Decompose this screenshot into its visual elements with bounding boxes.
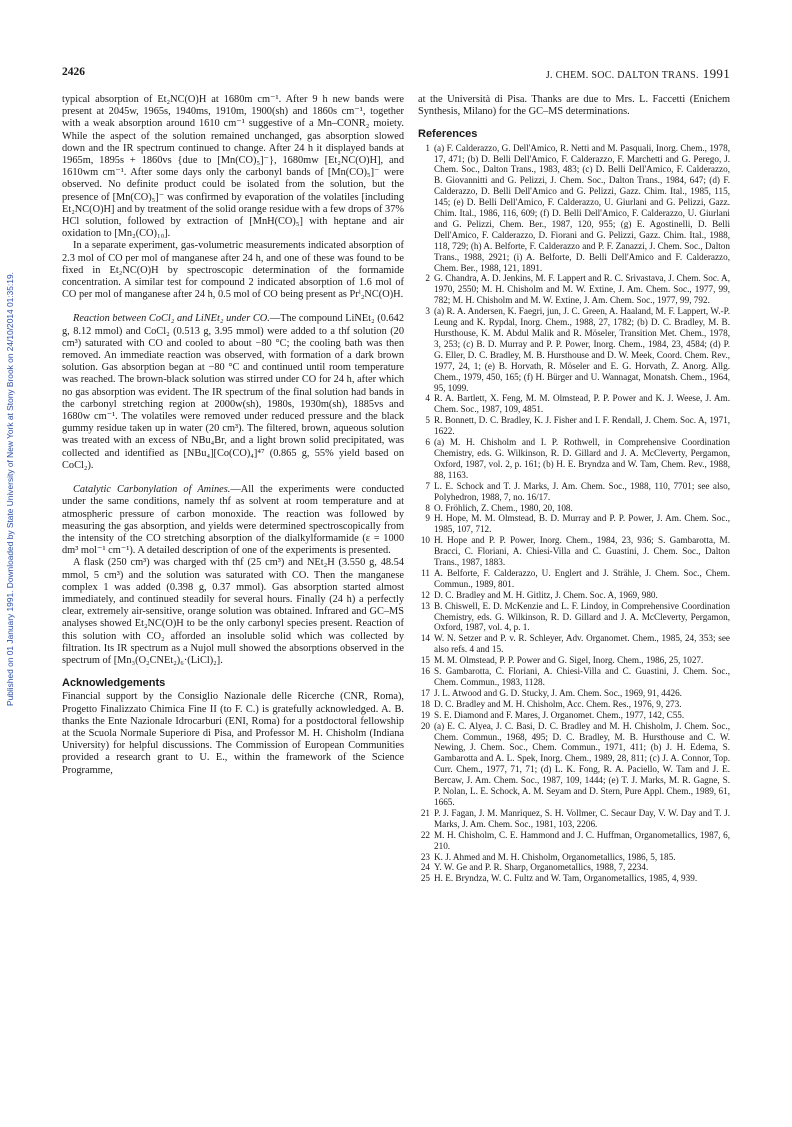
page-number: 2426 (62, 66, 85, 78)
reference-item (418, 655, 730, 666)
paragraph (62, 484, 404, 557)
reference-item (418, 503, 730, 514)
reference-number: 20 (420, 720, 430, 731)
right-column (418, 94, 730, 884)
reference-list (418, 143, 730, 885)
reference-item (418, 513, 730, 535)
reference-number: 18 (420, 698, 430, 709)
paragraph-body: —The compound LiNEt₂ (0.642 g, 8.12 mmol) and CoCl₂ (0.513 g, 3.95 mmol) were added to a thf solution (20 cm³) saturated with CO and cooled to about −80 °C; the cooling bath was then removed. An immediate reaction was observed, with formation of a dark brown solution. Gas absorption began at −80 °C and continued until room temperature was reached. The brown-black solution was stirred under CO for 24 h, after which no gas absorption was evident. The IR spectrum of the final solution had bands in the carbonyl stretching region at 2000w(sh), 1980s, 1930m(sh), 1885vs and 1680w cm⁻¹. The volatiles were removed under reduced pressure and the black gummy residue taken up in water (20 cm³). The filtered, brown, aqueous solution was treated with an excess of NBu₄Br, and a light brown solid precipitated, was collected and identified as [NBu₄][Co(CO)₄]⁴⁷ (0.865 g, 55% yield based on CoCl₂). (62, 313, 405, 471)
reference-number: 21 (420, 807, 430, 818)
reference-text: (a) M. H. Chisholm and I. P. Rothwell, in Comprehensive Coordination Chemistry, eds. G. Wilkinson, R. D. Gillard and J. A. McCleverty, Pergamon, Oxford, 1987, vol. 2, p. 161; (b) H. E. Bryndza and W. Tam, Chem. Rev., 1988, 88, 1163. (434, 437, 730, 480)
reference-text: Y. W. Ge and P. R. Sharp, Organometallics, 1988, 7, 2234. (434, 862, 649, 873)
reference-item (418, 699, 730, 710)
reference-item (418, 808, 730, 830)
page-header (62, 66, 730, 82)
paragraph (62, 313, 404, 472)
reference-number: 12 (420, 589, 430, 600)
reference-item (418, 143, 730, 274)
reference-number: 6 (425, 437, 430, 448)
reference-number: 3 (425, 306, 430, 317)
reference-item (418, 862, 730, 873)
reference-item (418, 437, 730, 481)
reference-text: L. E. Schock and T. J. Marks, J. Am. Chem. Soc., 1988, 110, 7701; see also, Polyhedron, 1988, 7, no. 16/17. (434, 480, 730, 502)
reference-text: B. Chiswell, E. D. McKenzie and L. F. Lindoy, in Comprehensive Coordination Chemistry, eds. G. Wilkinson, R. D. Gillard and J. A. McCleverty, Pergamon, Oxford, 1987, vol. 4, p. 1. (434, 600, 730, 633)
reference-item (418, 568, 730, 590)
reference-text: R. A. Bartlett, X. Feng, M. M. Olmstead, P. P. Power and K. J. Weese, J. Am. Chem. Soc., 1987, 109, 4851. (434, 393, 730, 415)
reference-item (418, 601, 730, 634)
reference-number: 16 (420, 666, 430, 677)
acknowledgements-continued: at the Università di Pisa. Thanks are due to Mrs. L. Faccetti (Enichem Synthesis, Milano) for the GC–MS determinations. (418, 94, 730, 118)
paragraph-body: —All the experiments were conducted under the same conditions, namely thf as solvent at room temperature and at atmospheric pressure of carbon monoxide. The reaction was followed by measuring the gas absorption, and yields were determined spectroscopically from the intensity of the CO stretching absorption of the dialkylformamide (ε = 1000 dm³ mol⁻¹ cm⁻¹). A detailed description of one of the experiments is presented. (62, 484, 405, 557)
reference-item (418, 633, 730, 655)
acknowledgements-heading: Acknowledgements (62, 677, 166, 690)
reference-number: 13 (420, 600, 430, 611)
reference-number: 10 (420, 535, 430, 546)
reference-item (418, 590, 730, 601)
reference-text: (a) E. C. Alyea, J. C. Basi, D. C. Bradley and M. H. Chisholm, J. Chem. Soc., Chem. Commun., 1968, 495; D. C. Bradley, M. B. Hursthouse and C. W. Newing, J. Chem. Soc., Chem. Commun., 1971, 411; (b) J. H. Edema, S. Gambarotta and A. L. Spek, Inorg. Chem., 1989, 28, 811; (c) J. A. Connor, Top. Curr. Chem., 1977, 71, 71; (d) L. K. Fong, R. A. Paciello, W. Tam and J. E. Bercaw, J. Am. Chem. Soc., 1987, 109, 1444; (e) T. J. Marks, M. R. Gagne, S. P. Nolan, L. E. Schock, A. M. Seyam and D. Stern, Pure Appl. Chem., 1989, 61, 1665. (434, 720, 730, 807)
paragraph: In a separate experiment, gas-volumetric measurements indicated absorption of 2.3 mol of CO per mol of manganese after 24 h, and one of these was found to be fixed in Et₂NC(O)H by spectroscopic determination of the formamide concentration. A similar test for compound 2 indicated absorption of 1.6 mol of CO per mol of manganese after 24 h, 0.5 mol of CO being present as Prⁱ₂NC(O)H. (62, 240, 404, 301)
reference-item (418, 393, 730, 415)
reference-text: R. Bonnett, D. C. Bradley, K. J. Fisher and I. F. Rendall, J. Chem. Soc. A, 1971, 1622. (434, 415, 730, 437)
reference-text: S. Gambarotta, C. Floriani, A. Chiesi-Villa and C. Guastini, J. Chem. Soc., Chem. Commun., 1983, 1128. (434, 666, 730, 688)
reference-number: 17 (420, 687, 430, 698)
reference-item (418, 306, 730, 393)
reference-text: H. Hope and P. P. Power, Inorg. Chem., 1984, 23, 936; S. Gambarotta, M. Bracci, C. Floriani, A. Chiesi-Villa and C. Guastini, J. Chem. Soc., Dalton Trans., 1987, 1883. (434, 535, 730, 568)
reference-item (418, 873, 730, 884)
reference-text: S. E. Diamond and F. Mares, J. Organomet. Chem., 1977, 142, C55. (434, 709, 685, 720)
reference-text: J. L. Atwood and G. D. Stucky, J. Am. Chem. Soc., 1969, 91, 4426. (434, 687, 682, 698)
journal-name: J. CHEM. SOC. DALTON TRANS. (545, 70, 699, 81)
reference-number: 11 (421, 567, 430, 578)
reference-text: (a) F. Calderazzo, G. Dell'Amico, R. Netti and M. Pasquali, Inorg. Chem., 1978, 17, 471; (b) D. Belli Dell'Amico, F. Calderazzo, F. Marchetti and G. Perego, J. Chem. Soc., Dalton Trans., 1983, 483; (c) D. Belli Dell'Amico, F. Calderazzo, B. Giovannitti and G. Pelizzi, J. Chem. Soc., Dalton Trans., 1984, 647; (d) F. Calderazzo, D. Belli Dell'Amico and G. Pelizzi, Gazz. Chim. Ital., 1985, 115, 145; (e) D. Belli Dell'Amico, F. Calderazzo, U. Giurlani and G. Pelizzi, Gazz. Chim. Ital., 1986, 116, 609; (f) D. Belli Dell'Amico, F. Calderazzo, U. Giurlani and G. Pelizzi, Chem. Ber., 1987, 120, 955; (g) E. Agostinelli, D. Belli Dell'Amico, F. Calderazzo, D. Fiorani and G. Pelizzi, Gazz. Chim. Ital., 1988, 118, 729; (h) A. Belforte, F. Calderazzo and P. F. Zanazzi, J. Chem. Soc., Dalton Trans., 1988, 2921; (i) A. Belforte, D. Belli Dell'Amico and F. Calderazzo, Chem. Ber., 1988, 121, 1891. (434, 142, 730, 273)
reference-text: D. C. Bradley and M. H. Chisholm, Acc. Chem. Res., 1976, 9, 273. (434, 698, 682, 709)
reference-text: W. N. Setzer and P. v. R. Schleyer, Adv. Organomet. Chem., 1985, 24, 353; see also refs. 4 and 15. (434, 633, 730, 655)
reference-item (418, 481, 730, 503)
section-run-in-title: Reaction between CoCl₂ and LiNEt₂ under CO. (73, 313, 270, 325)
references-heading: References (418, 128, 478, 141)
reference-item (418, 666, 730, 688)
reference-number: 25 (420, 873, 430, 884)
reference-item (418, 415, 730, 437)
reference-number: 15 (420, 655, 430, 666)
reference-number: 1 (425, 142, 430, 153)
reference-number: 8 (425, 502, 430, 513)
reference-number: 7 (425, 480, 430, 491)
reference-number: 2 (425, 273, 430, 284)
reference-text: D. C. Bradley and M. H. Gitlitz, J. Chem. Soc. A, 1969, 980. (434, 589, 658, 600)
reference-text: M. M. Olmstead, P. P. Power and G. Sigel, Inorg. Chem., 1986, 25, 1027. (434, 655, 704, 666)
reference-number: 23 (420, 851, 430, 862)
reference-text: K. J. Ahmed and M. H. Chisholm, Organometallics, 1986, 5, 185. (434, 851, 676, 862)
reference-item (418, 688, 730, 699)
left-column (62, 94, 404, 777)
reference-item (418, 830, 730, 852)
reference-number: 5 (425, 415, 430, 426)
reference-number: 9 (425, 513, 430, 524)
reference-item (418, 273, 730, 306)
reference-number: 14 (420, 633, 430, 644)
journal-year: 1991 (702, 66, 730, 81)
reference-text: H. Hope, M. M. Olmstead, B. D. Murray and P. P. Power, J. Am. Chem. Soc., 1985, 107, 712. (434, 513, 730, 535)
acknowledgements-text: Financial support by the Consiglio Nazionale delle Ricerche (CNR, Roma), Progetto Finalizzato Chimica Fine II (to F. C.) is gratefully acknowledged. A. B. thanks the Ente Nazionale Idrocarburi (ENI, Roma) for a postdoctoral fellowship at the Scuola Normale Superiore di Pisa, and Professor M. H. Chisholm (Indiana University) for helpful discussions. The Commission of European Communities provided a research grant to U. E., within the framework of the Science Programme, (62, 691, 404, 776)
reference-item (418, 852, 730, 863)
journal-title (546, 66, 730, 82)
reference-text: (a) R. A. Andersen, K. Faegri, jun, J. C. Green, A. Haaland, M. F. Lappert, W.-P. Leung and K. Rypdal, Inorg. Chem., 1988, 27, 1782; (b) D. C. Bradley, M. B. Hursthouse, K. M. Abdul Malik and R. Möseler, Transition Met. Chem., 1978, 3, 253; (c) B. D. Murray and P. P. Power, Inorg. Chem., 1984, 23, 4584; (d) P. G. Eller, D. C. Bradley, M. B. Hursthouse and D. W. Meek, Coord. Chem. Rev., 1977, 24, 1; (e) B. Horvath, R. Möseler and E. G. Horvath, Z. Anorg. Allg. Chem., 1979, 450, 165; (f) H. Bürger and U. Wannagat, Monatsh. Chem., 1964, 95, 1099. (434, 306, 730, 393)
paragraph: A flask (250 cm³) was charged with thf (25 cm³) and NEt₂H (3.550 g, 48.54 mmol, 5 cm³) and the solution was saturated with CO. Then the manganese complex 1 was added (0.398 g, 0.37 mmol). Gas absorption started almost immediately, and continued steadily for several hours. Finally (24 h) a perfectly clear, extremely air-sensitive, orange solution was obtained. Infrared and GC–MS analyses showed Et₂NC(O)H to be the only carbonyl species present. Reaction of this solution with CO₂ afforded an insoluble solid which was collected by filtration. Its IR spectrum as a Nujol mull showed the absorptions observed in the spectrum of [Mn₃(O₂CNEt₂)₆·(LiCl)₂]. (62, 557, 404, 666)
reference-item (418, 721, 730, 808)
reference-text: A. Belforte, F. Calderazzo, U. Englert and J. Strähle, J. Chem. Soc., Chem. Commun., 1989, 801. (434, 567, 730, 589)
section-run-in-title: Catalytic Carbonylation of Amines. (73, 484, 231, 496)
reference-item (418, 710, 730, 721)
reference-text: O. Fröhlich, Z. Chem., 1980, 20, 108. (434, 502, 573, 513)
reference-text: M. H. Chisholm, C. E. Hammond and J. C. Huffman, Organometallics, 1987, 6, 210. (434, 829, 730, 851)
reference-text: P. J. Fagan, J. M. Manriquez, S. H. Vollmer, C. Secaur Day, V. W. Day and T. J. Marks, J. Am. Chem. Soc., 1981, 103, 2206. (434, 807, 730, 829)
paragraph: typical absorption of Et₂NC(O)H at 1680m cm⁻¹. After 9 h new bands were present at 2045w, 1965s, 1940ms, 1910m, 1900(sh) and 1860s cm⁻¹, together with a weak absorption around 1610 cm⁻¹ suggestive of a Mn–CONR₂ moiety. While the aspect of the solution remained unchanged, gas absorption slowed down and the IR spectrum continued to change. After 24 h it displayed bands at 1965m, 1895s + 1860vs {due to [Mn(CO)₅]⁻}, 1680mw [Et₂NC(O)H], and 1610wm cm⁻¹. After some days only the carbonyl bands of [Mn(CO)₅]⁻ were observed. No definite product could be isolated from the solution, but the presence of [Mn(CO)₅]⁻ was confirmed by evaporation of the volatiles [including Et₂NC(O)H] and by treatment of the solid orange residue with a few drops of 37% HCl solution, followed by extraction of [MnH(CO)₅] with heptane and air oxidation to [Mn₂(CO)₁₀]. (62, 94, 404, 240)
reference-text: G. Chandra, A. D. Jenkins, M. F. Lappert and R. C. Srivastava, J. Chem. Soc. A, 1970, 2550; M. H. Chisholm and M. W. Extine, J. Am. Chem. Soc., 1977, 99, 782; M. H. Chisholm and M. W. Extine, J. Am. Chem. Soc., 1977, 99, 792. (434, 273, 730, 306)
reference-number: 19 (420, 709, 430, 720)
reference-number: 22 (420, 829, 430, 840)
reference-text: H. E. Bryndza, W. C. Fultz and W. Tam, Organometallics, 1985, 4, 939. (434, 873, 698, 884)
reference-item (418, 535, 730, 568)
reference-number: 4 (425, 393, 430, 404)
download-watermark: Published on 01 January 1991. Downloaded by State University of New York at Stony Brook on 24/10/2014 01:35:19. (5, 272, 15, 706)
reference-number: 24 (420, 862, 430, 873)
